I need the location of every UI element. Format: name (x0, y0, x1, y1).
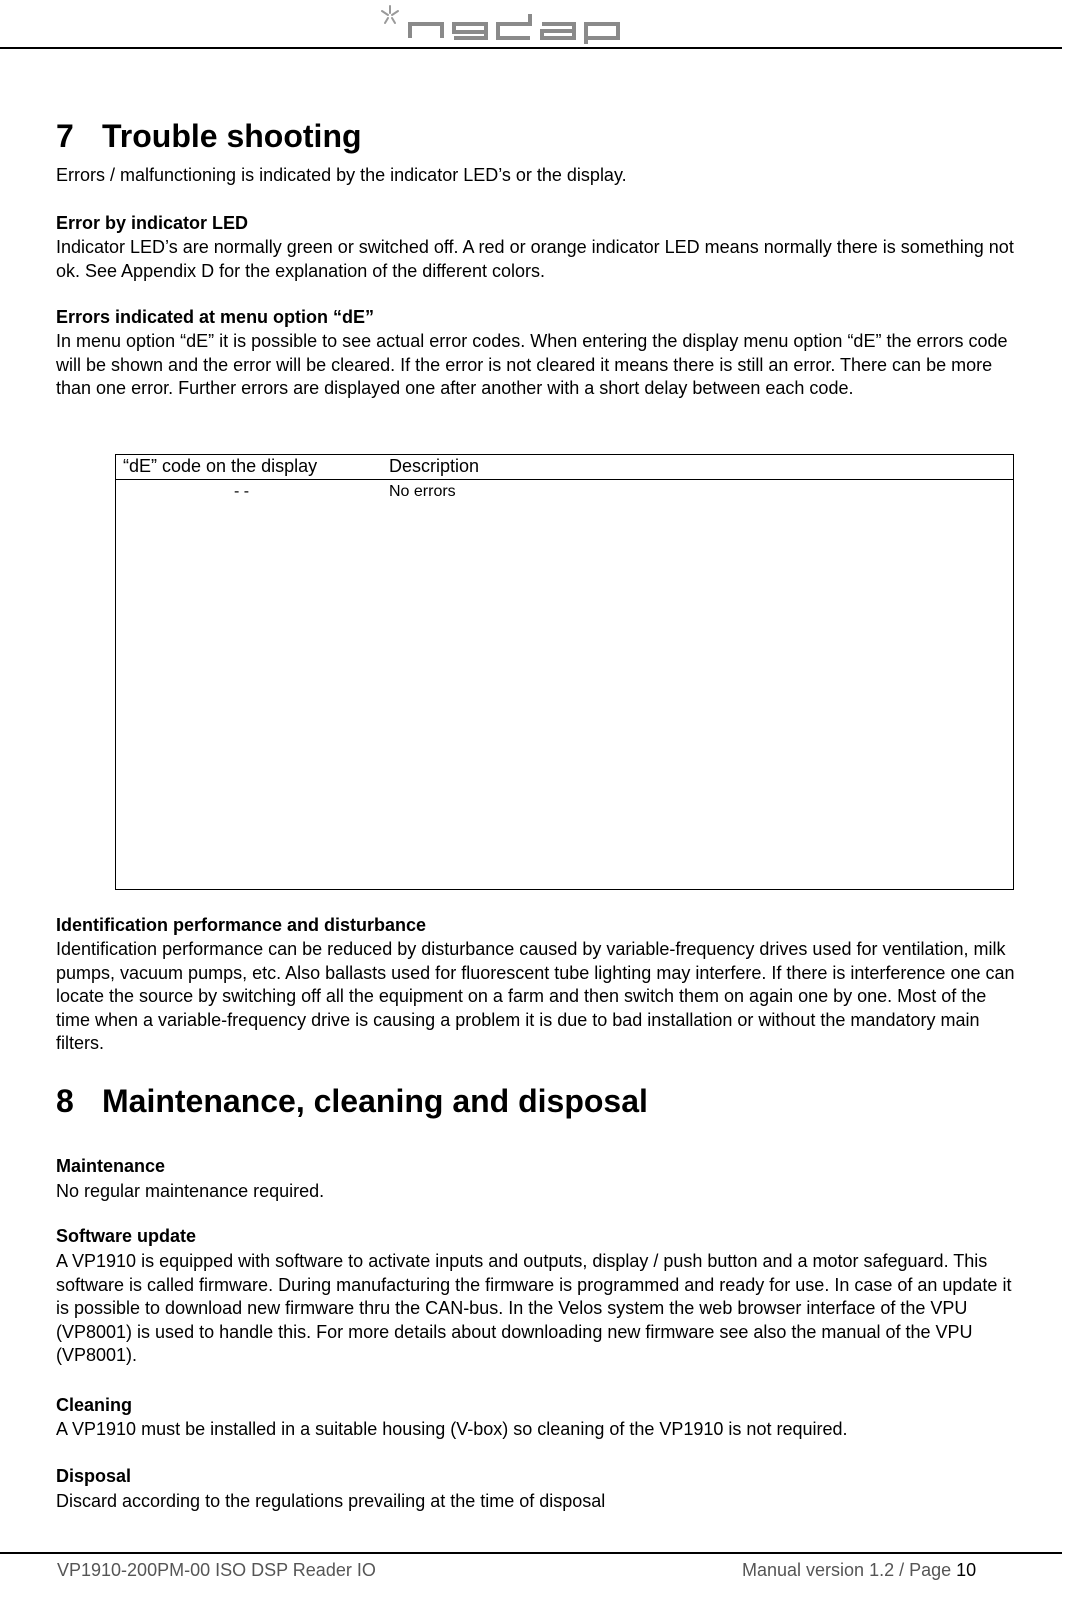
menu-error-body: In menu option “dE” it is possible to see actual error codes. When entering the display menu option “dE” the errors code will be shown and the error will be cleared. If the error is not cleared it means there is still an error. There can be more than one error. Further errors are displayed one after another with a short delay between each code. (56, 331, 1008, 398)
footer-doc-id: VP1910-200PM-00 ISO DSP Reader IO (57, 1560, 376, 1580)
section-7-intro: Errors / malfunctioning is indicated by the indicator LED’s or the display. (56, 165, 627, 185)
nedap-logo-icon (378, 2, 668, 46)
software-update-body: A VP1910 is equipped with software to activate inputs and outputs, display / push button and a motor safeguard. This software is called firmware. During manufacturing the firmware is programmed and ready for use. In case of an update it is possible to download new firmware thru the CAN-bus. In the Velos system the web browser interface of the VPU (VP8001) is used to handle this. For more details about downloading new firmware see also the manual of the VPU (VP8001). (56, 1251, 1012, 1365)
header-rule (0, 47, 1062, 49)
disposal-body: Discard according to the regulations prevailing at the time of disposal (56, 1491, 606, 1511)
table-header-row (116, 455, 1013, 480)
menu-error-heading: Errors indicated at menu option “dE” (56, 307, 375, 327)
cleaning-body: A VP1910 must be installed in a suitable housing (V-box) so cleaning of the VP1910 is not required. (56, 1419, 848, 1439)
col-description-header: Description (389, 456, 480, 476)
footer-rule (0, 1552, 1062, 1554)
software-update-heading: Software update (56, 1226, 197, 1246)
section-7-heading: 7 Trouble shooting (56, 118, 362, 154)
error-description-cell: No errors (389, 483, 456, 500)
disposal-heading: Disposal (56, 1466, 132, 1486)
col-code-header: “dE” code on the display (123, 456, 318, 476)
error-code-table (115, 454, 1014, 890)
maintenance-heading: Maintenance (56, 1156, 166, 1176)
led-error-heading: Error by indicator LED (56, 213, 249, 233)
led-error-body: Indicator LED’s are normally green or switched off. A red or orange indicator LED means normally there is something not ok. See Appendix D for the explanation of the different colors. (56, 237, 1014, 281)
error-code-cell: - - (234, 483, 250, 500)
section-8-heading: 8 Maintenance, cleaning and disposal (56, 1083, 648, 1119)
cleaning-heading: Cleaning (56, 1395, 133, 1415)
maintenance-body: No regular maintenance required. (56, 1181, 325, 1201)
performance-body: Identification performance can be reduced by disturbance caused by variable-frequency drives used for ventilation, milk pumps, vacuum pumps, etc. Also ballasts used for fluorescent tube lighting may interfere. If there is interference one can locate the source by switching off all the equipment on a farm and then switch them on again one by one. Most of the time when a variable-frequency drive is causing a problem it is due to bad installation or without the mandatory main filters. (56, 939, 1015, 1053)
performance-heading: Identification performance and disturbance (56, 915, 427, 935)
footer-page-info: Manual version 1.2 / Page 10 (742, 1560, 977, 1580)
page-number: 10 (956, 1560, 977, 1580)
